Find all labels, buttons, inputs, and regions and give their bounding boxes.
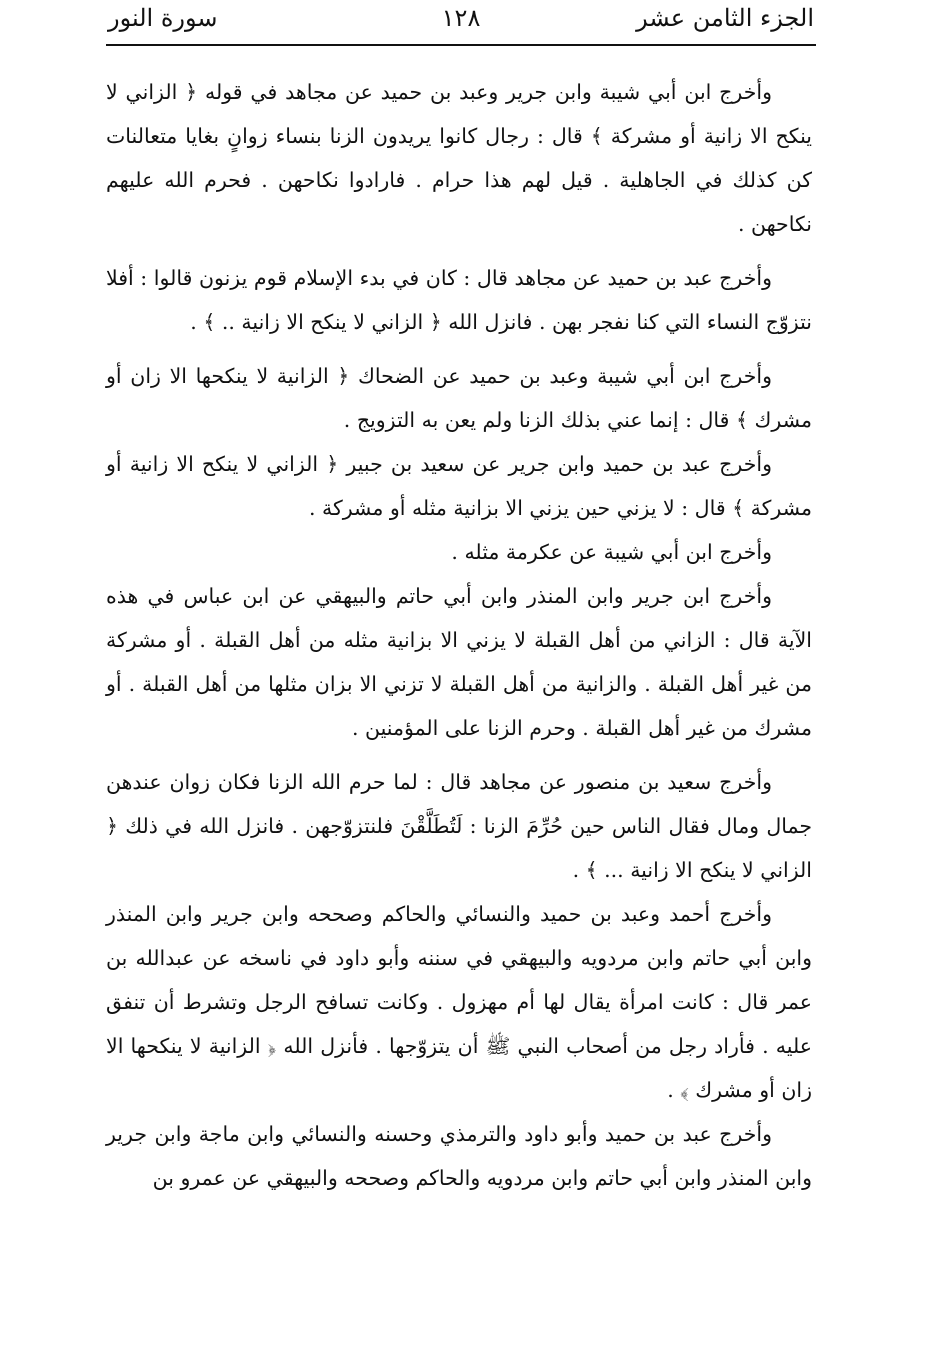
- juz-title: الجزء الثامن عشر: [636, 4, 814, 32]
- page-body: [106, 70, 812, 1200]
- paragraph: وأخرج ابن أبي شيبة وعبد بن حميد عن الضحاك ﴿ الزانية لا ينكحها الا زان أو مشرك ﴾ قال : إنما عني بذلك الزنا ولم يعن به التزويج .: [106, 364, 812, 432]
- paragraph: وأخرج ابن أبي شيبة وابن جرير وعبد بن حميد عن مجاهد في قوله ﴿ الزاني لا ينكح الا زانية أو مشركة ﴾ قال : رجال كانوا يريدون الزنا بنساء زوانٍ بغايا متعالنات كن كذلك في الجاهلية . قيل لهم هذا حرام . فارادوا نكاحهن . فحرم الله عليهم نكاحهن .: [106, 80, 812, 236]
- header-divider: [106, 44, 816, 46]
- page-number: ١٢٨: [441, 4, 481, 32]
- paragraph: وأخرج عبد بن حميد وأبو داود والترمذي وحسنه والنسائي وابن ماجة وابن جرير وابن المنذر وابن أبي حاتم وابن مردويه والحاكم وصححه والبيهقي عن عمرو بن: [106, 1122, 812, 1190]
- paragraph: وأخرج سعيد بن منصور عن مجاهد قال : لما حرم الله الزنا فكان زوان عندهن جمال ومال فقال الناس حين حُرِّمَ الزنا : لَتُطَلَّقْنَ فلنتزوّجهن . فانزل الله في ذلك ﴿ الزاني لا ينكح الا زانية ... ﴾ .: [106, 770, 812, 882]
- paragraph: وأخرج عبد بن حميد وابن جرير عن سعيد بن جبير ﴿ الزاني لا ينكح الا زانية أو مشركة ﴾ قال : لا يزني حين يزني الا بزانية مثله أو مشركة .: [106, 452, 812, 520]
- paragraph: وأخرج أحمد وعبد بن حميد والنسائي والحاكم وصححه وابن جرير وابن المنذر وابن أبي حاتم وابن مردويه والبيهقي في سننه وأبو داود في ناسخه عن عبدالله بن عمر قال : كانت امرأة يقال لها أم مهزول . وكانت تسافح الرجل وتشرط أن تنفق عليه . فأراد رجل من أصحاب النبي ﷺ أن يتزوّجها . فأنزل الله ﴿ الزانية لا ينكحها الا زان أو مشرك ﴾ .: [106, 902, 812, 1102]
- paragraph: وأخرج عبد بن حميد عن مجاهد قال : كان في بدء الإسلام قوم يزنون قالوا : أفلا نتزوّج النساء التي كنا نفجر بهن . فانزل الله ﴿ الزاني لا ينكح الا زانية .. ﴾ .: [106, 266, 812, 334]
- page-header: [108, 0, 814, 44]
- paragraph: وأخرج ابن أبي شيبة عن عكرمة مثله .: [451, 540, 772, 564]
- paragraph: وأخرج ابن جرير وابن المنذر وابن أبي حاتم والبيهقي عن ابن عباس في هذه الآية قال : الزاني من أهل القبلة لا يزني الا بزانية مثله من أهل القبلة . أو مشركة من غير أهل القبلة . والزانية من أهل القبلة لا تزني الا بزان مثلها من أهل القبلة . أو مشرك من غير أهل القبلة . وحرم الزنا على المؤمنين .: [106, 584, 812, 740]
- surah-title: سورة النور: [108, 4, 218, 32]
